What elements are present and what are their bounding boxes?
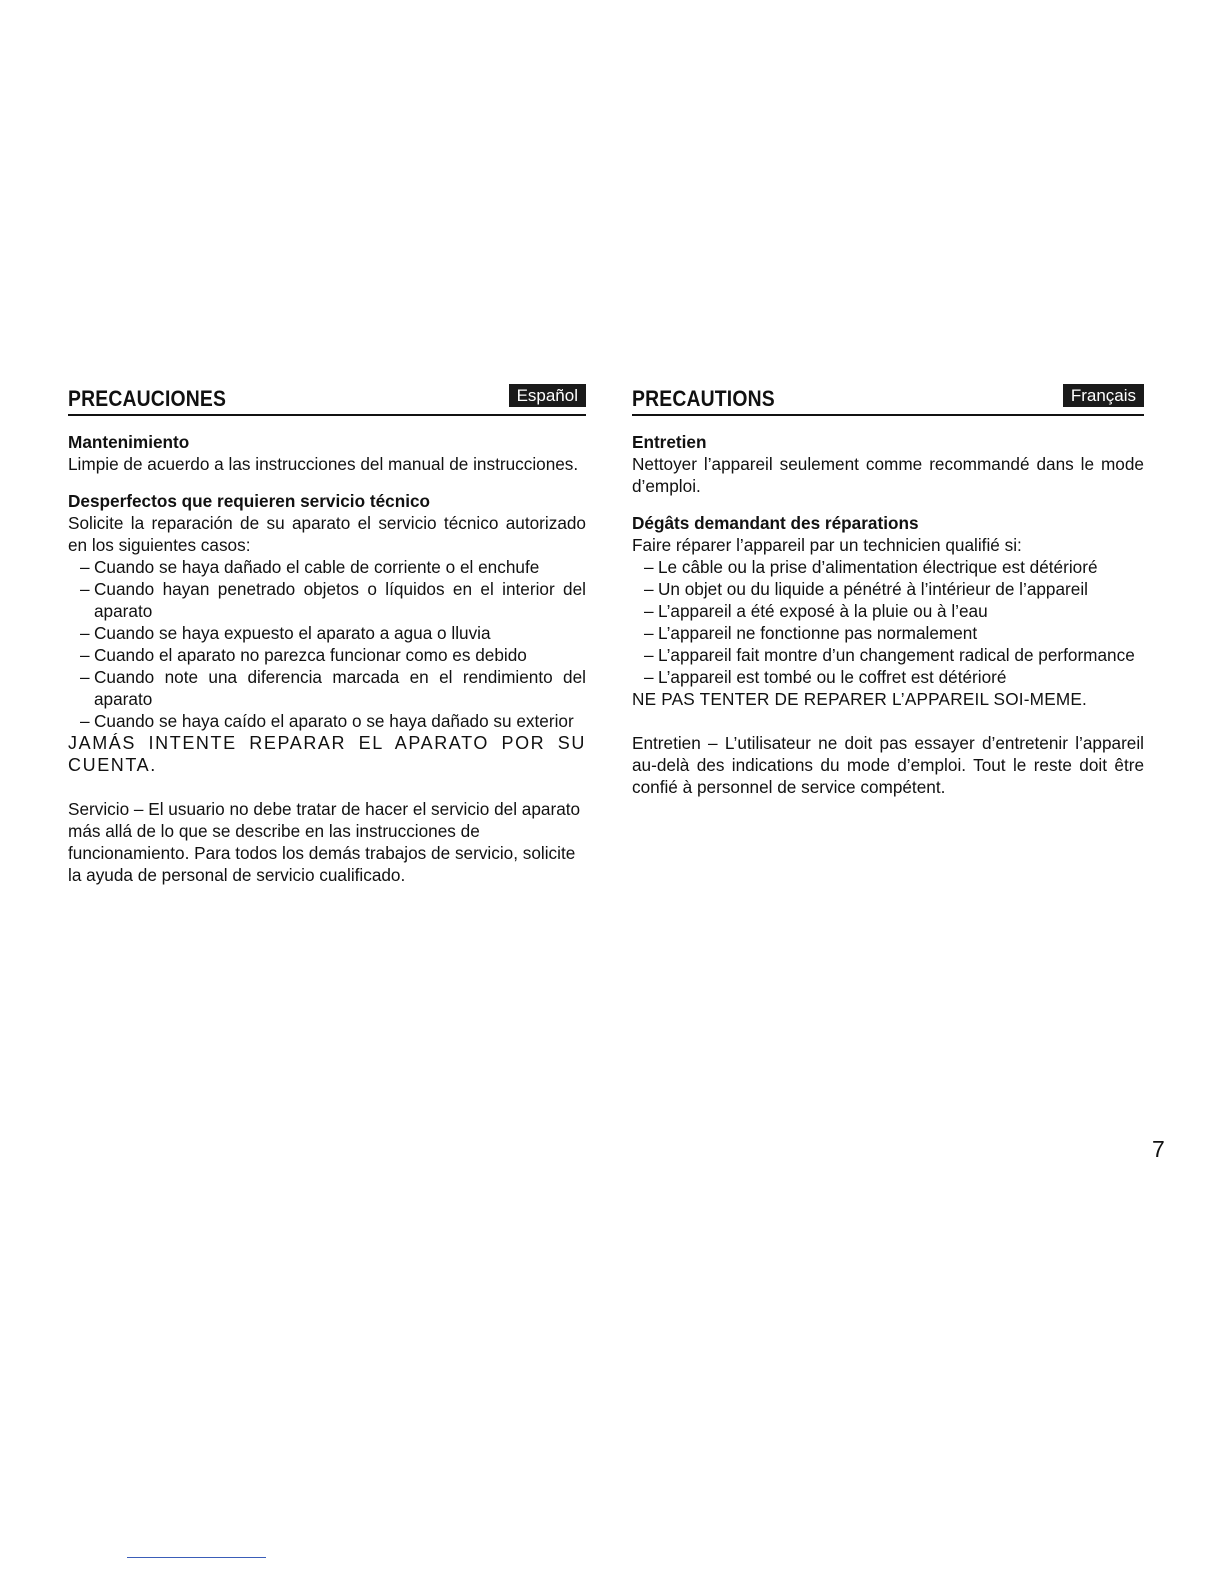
maintenance-text: Nettoyer l’appareil seulement comme recommandé dans le mode d’emploi. bbox=[632, 454, 1144, 496]
repair-cases-list bbox=[68, 556, 586, 732]
list-item: – Le câble ou la prise d’alimentation électrique est détérioré bbox=[632, 556, 1144, 578]
repair-intro: Solicite la reparación de su aparato el servicio técnico autorizado en los siguientes casos: bbox=[68, 513, 586, 555]
repair-heading: Dégâts demandant des réparations bbox=[632, 513, 919, 533]
spanish-column bbox=[68, 383, 586, 886]
list-item: – Cuando se haya caído el aparato o se haya dañado su exterior bbox=[68, 710, 586, 732]
maintenance-heading: Mantenimiento bbox=[68, 432, 190, 452]
maintenance-heading: Entretien bbox=[632, 432, 707, 452]
repair-cases-list bbox=[632, 556, 1144, 688]
footer-rule bbox=[127, 1557, 266, 1558]
warning-text: JAMÁS INTENTE REPARAR EL APARATO POR SU CUENTA. bbox=[68, 733, 586, 775]
list-item: – Cuando note una diferencia marcada en el rendimiento del aparato bbox=[68, 666, 586, 710]
list-item: – Cuando se haya dañado el cable de corriente o el enchufe bbox=[68, 556, 586, 578]
list-item: – L’appareil fait montre d’un changement radical de performance bbox=[632, 644, 1144, 666]
service-note: Entretien – L’utilisateur ne doit pas essayer d’entretenir l’appareil au-delà des indications du mode d’emploi. Tout le reste doit être confié à personnel de service compétent. bbox=[632, 733, 1144, 797]
list-item: – Cuando el aparato no parezca funcionar como es debido bbox=[68, 644, 586, 666]
list-item: – Un objet ou du liquide a pénétré à l’intérieur de l’appareil bbox=[632, 578, 1144, 600]
language-badge-francais: Français bbox=[1063, 384, 1144, 407]
list-item: – L’appareil ne fonctionne pas normalement bbox=[632, 622, 1144, 644]
warning-text: NE PAS TENTER DE REPARER L’APPAREIL SOI-MEME. bbox=[632, 689, 1088, 709]
repair-intro: Faire réparer l’appareil par un technicien qualifié si: bbox=[632, 535, 1022, 555]
french-content bbox=[632, 431, 1144, 798]
list-item: – L’appareil a été exposé à la pluie ou à l’eau bbox=[632, 600, 1144, 622]
page-number: 7 bbox=[1152, 1136, 1165, 1162]
french-header bbox=[632, 383, 1144, 416]
list-item: – Cuando hayan penetrado objetos o líquidos en el interior del aparato bbox=[68, 578, 586, 622]
french-column bbox=[632, 383, 1144, 798]
list-item: – L’appareil est tombé ou le coffret est détérioré bbox=[632, 666, 1144, 688]
spanish-content bbox=[68, 431, 586, 886]
spanish-section-heading: PRECAUCIONES bbox=[68, 386, 227, 411]
repair-heading: Desperfectos que requieren servicio técnico bbox=[68, 491, 431, 511]
maintenance-text: Limpie de acuerdo a las instrucciones del manual de instrucciones. bbox=[68, 454, 579, 474]
spanish-header bbox=[68, 383, 586, 416]
french-section-heading: PRECAUTIONS bbox=[632, 386, 775, 411]
language-badge-espanol: Español bbox=[509, 384, 586, 407]
list-item: – Cuando se haya expuesto el aparato a agua o lluvia bbox=[68, 622, 586, 644]
service-note: Servicio – El usuario no debe tratar de hacer el servicio del aparato más allá de lo que se describe en las instrucciones de funcionamiento. Para todos los demás trabajos de servicio, solicite la ayuda de personal de servicio cualificado. bbox=[68, 799, 581, 885]
